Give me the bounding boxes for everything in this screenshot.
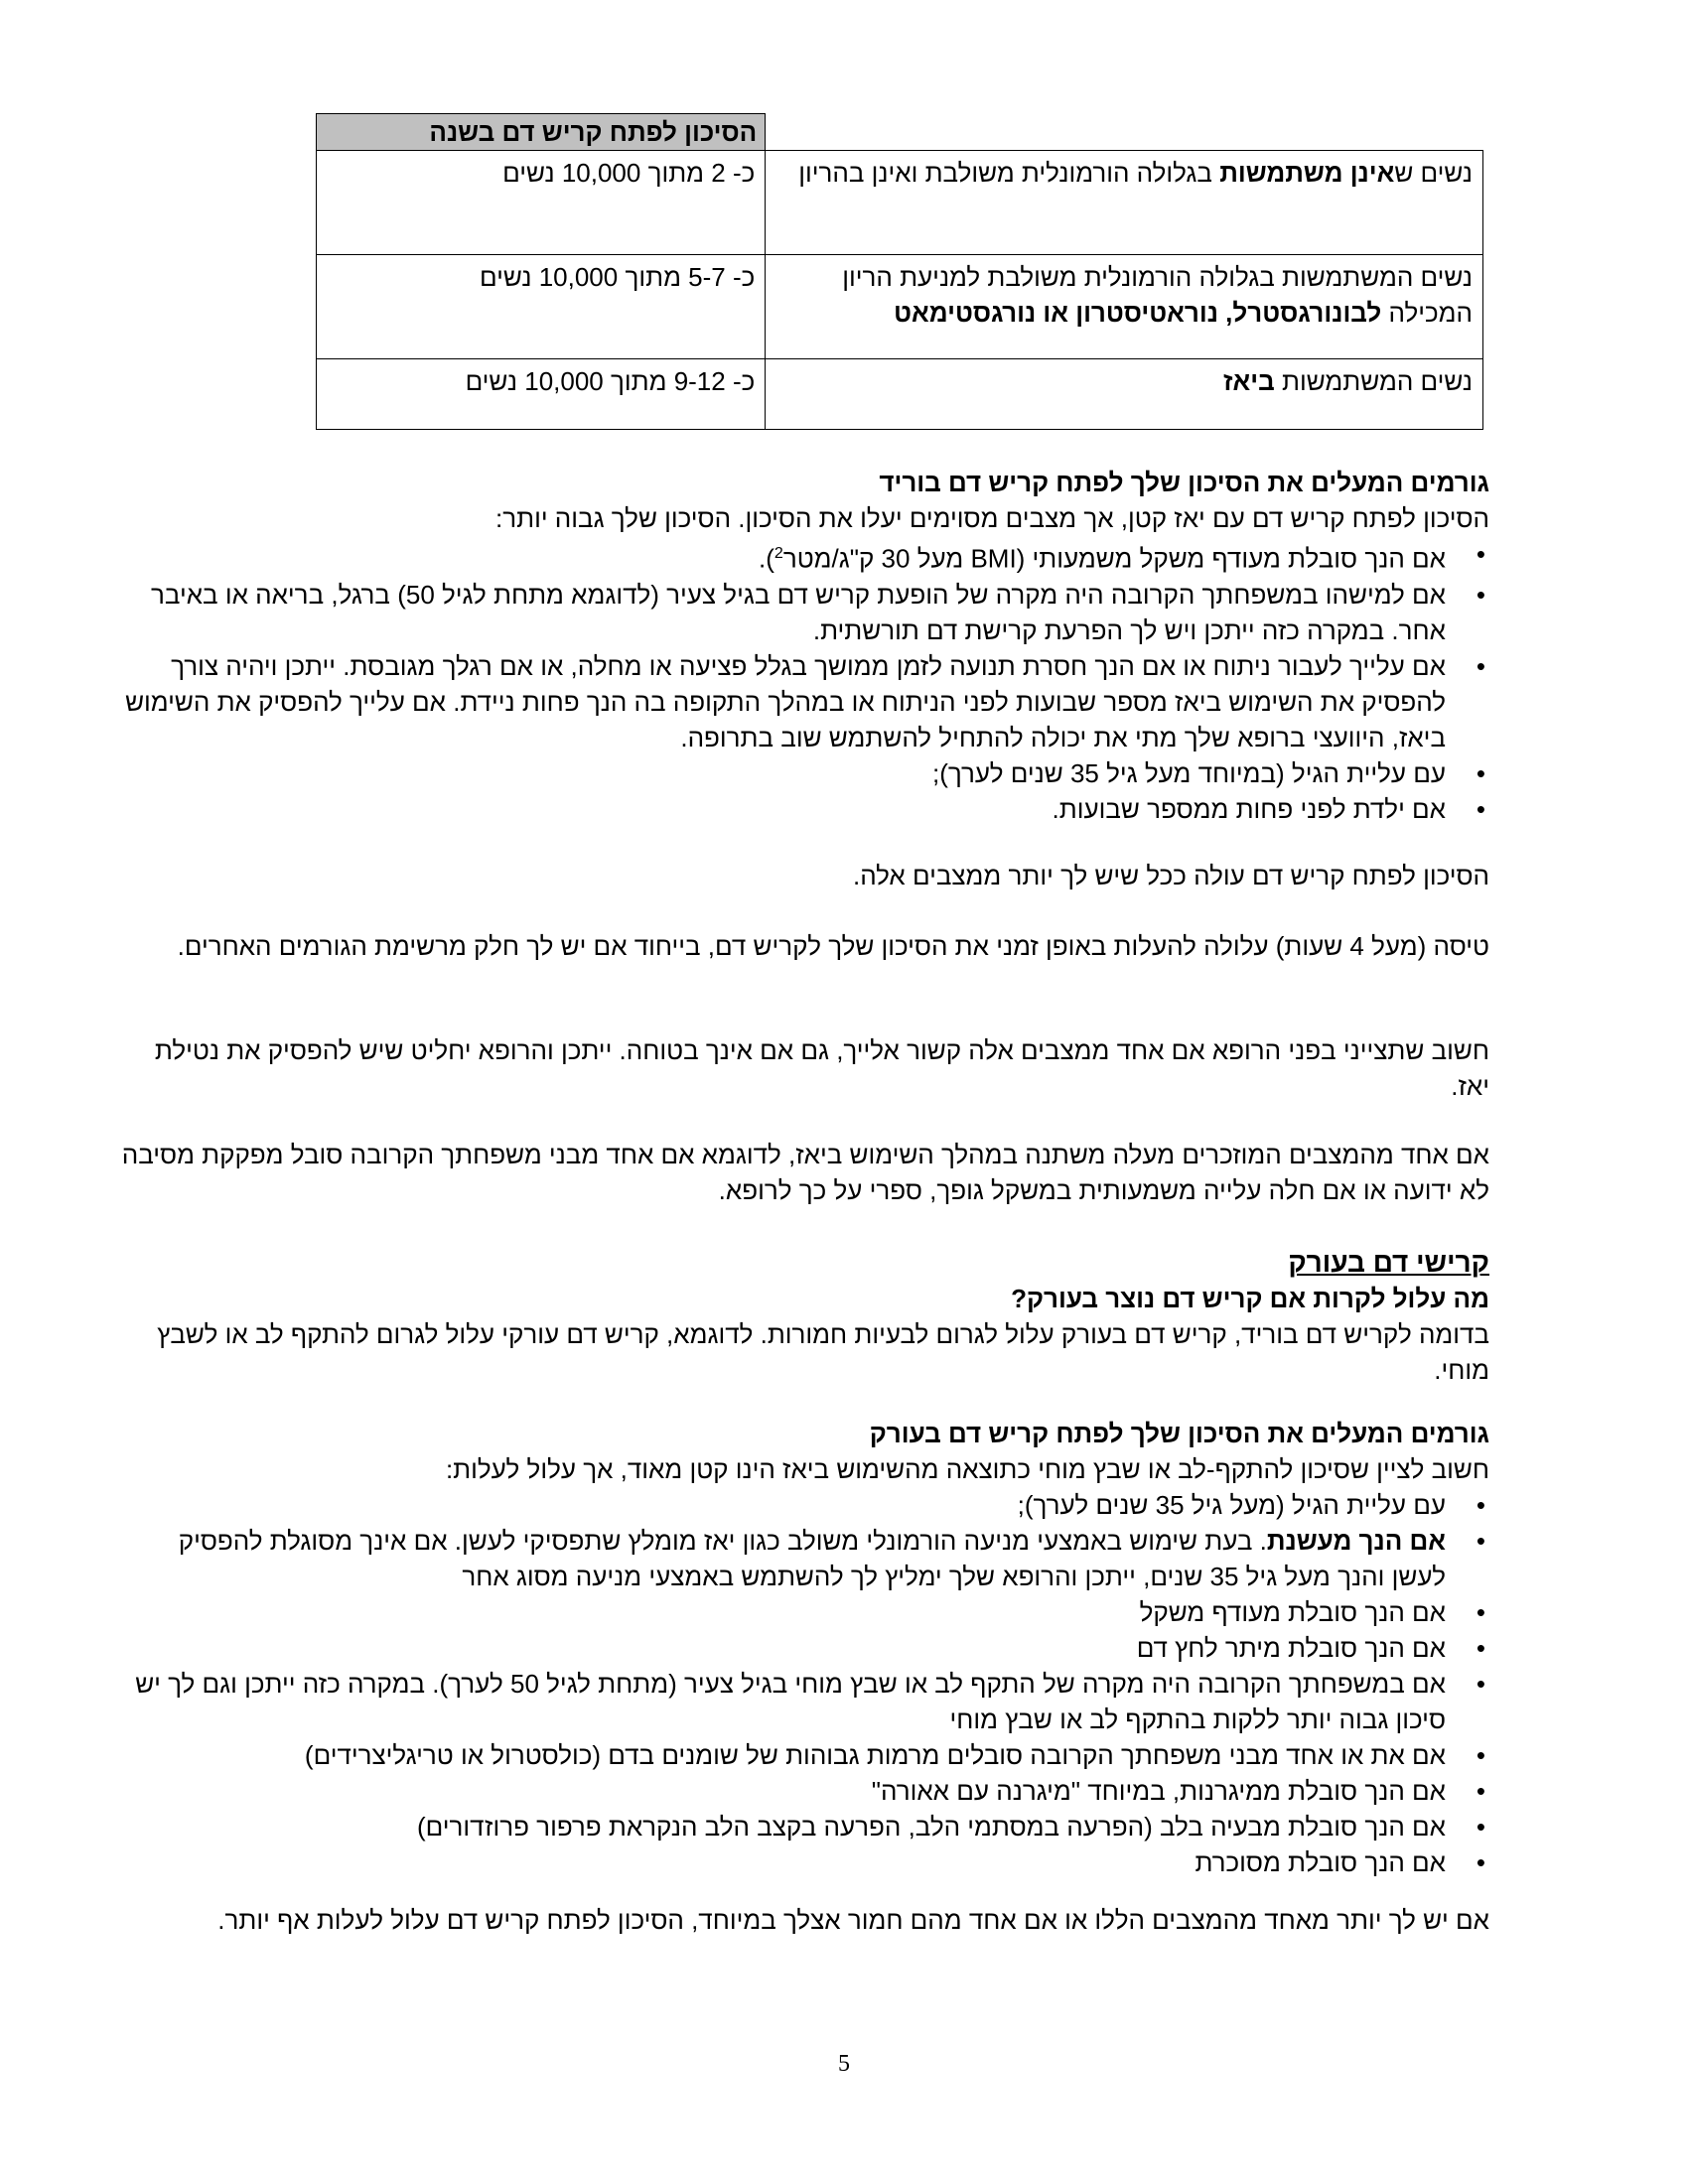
list-item: • אם הנך סובלת מסוכרת	[119, 1844, 1446, 1880]
artery-closing: אם יש לך יותר מאחד מהמצבים הללו או אם אחד מהם חמור אצלך במיוחד, הסיכון לפתח קריש דם עלול לעלות אף יותר.	[217, 1905, 1489, 1935]
vein-para-1: הסיכון לפתח קריש דם עולה ככל שיש לך יותר ממצבים אלה.	[852, 861, 1489, 890]
vein-risk-section	[119, 465, 1489, 827]
list-item: • עם עליית הגיל (במיוחד מעל גיל 35 שנים לערך);	[119, 755, 1446, 791]
artery-heading: גורמים המעלים את הסיכון שלך לפתח קריש דם בעורק	[869, 1419, 1489, 1448]
artery-question: מה עלול לקרות אם קריש דם נוצר בעורק?	[1011, 1284, 1489, 1313]
artery-answer: בדומה לקריש דם בוריד, קריש דם בעורק עלול לגרום לבעיות חמורות. לדוגמא, קריש דם עורקי עלול לגרום להתקף לב או לשבץ מוחי.	[157, 1319, 1489, 1385]
risk-table	[316, 113, 1483, 430]
table-cell-risk: כ- 9-12 מתוך 10,000 נשים	[317, 359, 766, 430]
vein-risk-list	[119, 536, 1489, 827]
page-number: 5	[838, 2051, 850, 2077]
table-cell-risk: כ- 5-7 מתוך 10,000 נשים	[317, 255, 766, 359]
table-cell-risk: כ- 2 מתוך 10,000 נשים	[317, 151, 766, 255]
vein-para-2: טיסה (מעל 4 שעות) עלולה להעלות באופן זמני את הסיכון שלך לקריש דם, בייחוד אם יש לך חלק מרשימת הגורמים האחרים.	[177, 931, 1489, 961]
list-item: • אם הנך סובלת מבעיה בלב (הפרעה במסתמי הלב, הפרעה בקצב הלב הנקראת פרפור פרוזדורים)	[119, 1809, 1446, 1844]
list-item: • עם עליית הגיל (מעל גיל 35 שנים לערך);	[119, 1487, 1446, 1523]
list-item: • אם למישהו במשפחתך הקרובה היה מקרה של הופעת קריש דם בגיל צעיר (לדוגמא מתחת לגיל 50) ברגל, בריאה או באיבר אחר. במקרה כזה ייתכן ויש לך הפרעת קרישת דם תורשתית.	[119, 577, 1446, 648]
table-row	[317, 151, 1483, 255]
artery-section	[119, 1245, 1489, 1388]
vein-para-4: אם אחד מהמצבים המוזכרים מעלה משתנה במהלך השימוש ביאז, לדוגמא אם אחד מבני משפחתך הקרובה סובל מפקקת מסיבה לא ידועה או אם חלה עלייה משמעותית במשקל גופך, ספרי על כך לרופא.	[121, 1140, 1489, 1205]
artery-section-title: קרישי דם בעורק	[1288, 1247, 1489, 1278]
table-header-risk: הסיכון לפתח קריש דם בשנה	[317, 114, 766, 151]
list-item: • אם הנך מעשנת. בעת שימוש באמצעי מניעה הורמונלי משולב כגון יאז מומלץ שתפסיקי לעשן. אם אינך מסוגלת להפסיק לעשן והנך מעל גיל 35 שנים, ייתכן והרופא שלך ימליץ לך להשתמש באמצעי מניעה מסוג אחר	[119, 1523, 1446, 1594]
table-row	[317, 255, 1483, 359]
artery-risk-list	[119, 1487, 1489, 1880]
table-row	[317, 359, 1483, 430]
list-item: • אם הנך סובלת מעודף משקל	[119, 1594, 1446, 1630]
vein-heading: גורמים המעלים את הסיכון שלך לפתח קריש דם בוריד	[879, 468, 1489, 497]
list-item: • אם הנך סובלת ממיגרנות, במיוחד "מיגרנה עם אאורה"	[119, 1773, 1446, 1809]
vein-intro: הסיכון לפתח קריש דם עם יאז קטן, אך מצבים מסוימים יעלו את הסיכון. הסיכון שלך גבוה יותר:	[495, 503, 1489, 533]
table-cell-group: נשים שאינן משתמשות בגלולה הורמונלית משולבת ואינן בהריון	[766, 151, 1483, 255]
vein-para-3: חשוב שתצייני בפני הרופא אם אחד ממצבים אלה קשור אלייך, גם אם אינך בטוחה. ייתכן והרופא יחליט שיש להפסיק את נטילת יאז.	[154, 1035, 1489, 1101]
list-item: • אם ילדת לפני פחות ממספר שבועות.	[119, 791, 1446, 827]
list-item: • אם במשפחתך הקרובה היה מקרה של התקף לב או שבץ מוחי בגיל צעיר (מתחת לגיל 50 לערך). במקרה כזה ייתכן וגם לך יש סיכון גבוה יותר ללקות בהתקף לב או שבץ מוחי	[119, 1666, 1446, 1737]
table-cell-group: נשים המשתמשות ביאז	[766, 359, 1483, 430]
artery-intro: חשוב לציין שסיכון להתקף-לב או שבץ מוחי כתוצאה מהשימוש ביאז הינו קטן מאוד, אך עלול לעלות:	[445, 1454, 1489, 1484]
list-item: • אם את או אחד מבני משפחתך הקרובה סובלים מרמות גבוהות של שומנים בדם (כולסטרול או טריגליצרידים)	[119, 1737, 1446, 1773]
table-cell-group: נשים המשתמשות בגלולה הורמונלית משולבת למניעת הריון המכילה לבונורגסטרל, נוראטיסטרון או נורגסטימאט	[766, 255, 1483, 359]
list-item: • אם עלייך לעבור ניתוח או אם הנך חסרת תנועה לזמן ממושך בגלל פציעה או מחלה, או אם רגלך מגובסת. ייתכן ויהיה צורך להפסיק את השימוש ביאז מספר שבועות לפני הניתוח או במהלך התקופה בה הנך פחות ניידת. אם עלייך להפסיק את השימוש ביאז, היוועצי ברופא שלך מתי את יכולה להתחיל להשתמש שוב בתרופה.	[119, 648, 1446, 755]
list-item: • אם הנך סובלת מיתר לחץ דם	[119, 1630, 1446, 1666]
artery-risk-section	[119, 1416, 1489, 1880]
list-item: • אם הנך סובלת מעודף משקל משמעותי (BMI מעל 30 ק"ג/מטר$^2$).	[119, 536, 1446, 577]
